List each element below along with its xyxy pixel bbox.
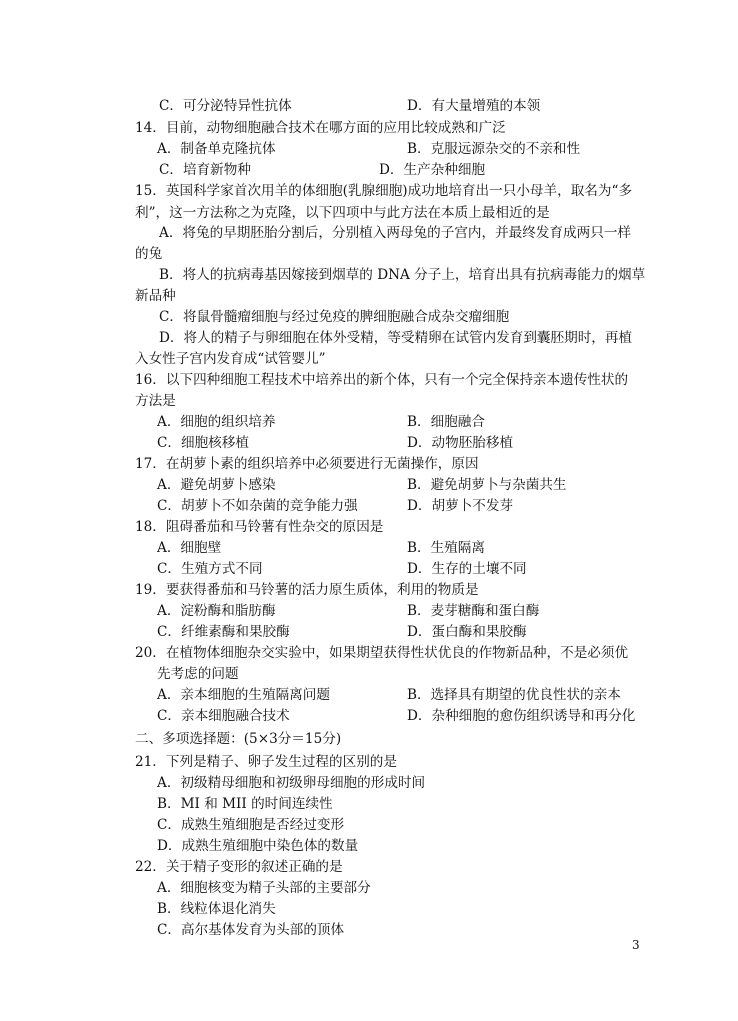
q14-option-b: B．克服远源杂交的不亲和性 bbox=[407, 141, 581, 157]
q20-option-b: B．选择具有期望的优良性状的亲本 bbox=[407, 687, 621, 703]
q16-stem-line1: 16．以下四种细胞工程技术中培养出的新个体，只有一个完全保持亲本遗传性状的 bbox=[135, 372, 629, 388]
q19-option-a: A．淀粉酶和脂肪酶 bbox=[157, 603, 276, 619]
q16-option-c: C．细胞核移植 bbox=[157, 435, 249, 451]
q15-stem-line2: 利”，这一方法称之为克隆，以下四项中与此方法在本质上最相近的是 bbox=[135, 205, 550, 221]
q21-option-d: D．成熟生殖细胞中染色体的数量 bbox=[157, 838, 359, 854]
q20-stem-line2: 先考虑的问题 bbox=[157, 666, 239, 682]
q16-option-b: B．细胞融合 bbox=[407, 414, 485, 430]
q15-stem-line1: 15．英国科学家首次用羊的体细胞(乳腺细胞)成功地培育出一只小母羊，取名为“多 bbox=[135, 183, 633, 199]
q19-option-d: D．蛋白酶和果胶酶 bbox=[407, 624, 527, 640]
q15-option-c: C．将鼠骨髓瘤细胞与经过免疫的脾细胞融合成杂交瘤细胞 bbox=[159, 309, 510, 325]
q22-stem: 22．关于精子变形的叙述正确的是 bbox=[135, 859, 343, 875]
q15-option-b-line1: B．将人的抗病毒基因嫁接到烟草的 DNA 分子上，培育出具有抗病毒能力的烟草 bbox=[159, 267, 646, 283]
q17-option-d: D．胡萝卜不发芽 bbox=[407, 498, 514, 514]
q15-option-d-line2: 入女性子宫内发育成“试管婴儿” bbox=[135, 351, 326, 367]
q22-option-c: C．高尔基体发育为头部的顶体 bbox=[157, 922, 345, 938]
q22-option-b: B．线粒体退化消失 bbox=[157, 901, 276, 917]
q14-stem: 14．目前，动物细胞融合技术在哪方面的应用比较成熟和广泛 bbox=[135, 120, 506, 136]
q13-option-c: C．可分泌特异性抗体 bbox=[159, 98, 292, 114]
q15-option-b-line2: 新品种 bbox=[135, 288, 176, 304]
q19-stem: 19．要获得番茄和马铃薯的活力原生质体，利用的物质是 bbox=[135, 582, 479, 598]
q17-option-c: C．胡萝卜不如杂菌的竞争能力强 bbox=[157, 498, 358, 514]
q22-option-a: A．细胞核变为精子头部的主要部分 bbox=[157, 880, 371, 896]
q16-option-a: A．细胞的组织培养 bbox=[157, 414, 276, 430]
page-number: 3 bbox=[632, 938, 640, 952]
q21-option-a: A．初级精母细胞和初级卵母细胞的形成时间 bbox=[157, 775, 426, 791]
section-heading-multiple-choice: 二、多项选择题：(5×3分＝15分) bbox=[135, 731, 342, 747]
q16-stem-line2: 方法是 bbox=[135, 393, 176, 409]
q20-option-a: A．亲本细胞的生殖隔离问题 bbox=[157, 687, 330, 703]
q21-option-b: B．MI 和 MII 的时间连续性 bbox=[157, 796, 333, 812]
q18-option-a: A．细胞壁 bbox=[157, 540, 222, 556]
q20-option-c: C．亲本细胞融合技术 bbox=[157, 708, 290, 724]
q14-option-c: C．培育新物种 bbox=[159, 162, 251, 178]
q15-option-a-line2: 的兔 bbox=[135, 246, 163, 262]
q18-stem: 18．阻碍番茄和马铃薯有性杂交的原因是 bbox=[135, 519, 384, 535]
q17-option-a: A．避免胡萝卜感染 bbox=[157, 477, 276, 493]
q18-option-c: C．生殖方式不同 bbox=[157, 561, 263, 577]
q21-option-c: C．成熟生殖细胞是否经过变形 bbox=[157, 817, 345, 833]
q13-option-d: D．有大量增殖的本领 bbox=[407, 98, 541, 114]
q21-stem: 21．下列是精子、卵子发生过程的区别的是 bbox=[135, 754, 397, 770]
q17-option-b: B．避免胡萝卜与杂菌共生 bbox=[407, 477, 567, 493]
q17-stem: 17．在胡萝卜素的组织培养中必须要进行无菌操作，原因 bbox=[135, 456, 479, 472]
q19-option-b: B．麦芽糖酶和蛋白酶 bbox=[407, 603, 540, 619]
q14-option-d: D．生产杂种细胞 bbox=[379, 162, 486, 178]
q18-option-d: D．生存的土壤不同 bbox=[407, 561, 527, 577]
q19-option-c: C．纤维素酶和果胶酶 bbox=[157, 624, 290, 640]
q20-option-d: D．杂种细胞的愈伤组织诱导和再分化 bbox=[407, 708, 636, 724]
q18-option-b: B．生殖隔离 bbox=[407, 540, 485, 556]
q15-option-d-line1: D．将人的精子与卵细胞在体外受精，等受精卵在试管内发育到囊胚期时，再植 bbox=[159, 330, 633, 346]
q16-option-d: D．动物胚胎移植 bbox=[407, 435, 514, 451]
q15-option-a-line1: A．将兔的早期胚胎分割后，分别植入两母兔的子宫内，并最终发育成两只一样 bbox=[159, 225, 632, 241]
q20-stem-line1: 20．在植物体细胞杂交实验中，如果期望获得性状优良的作物新品种，不是必须优 bbox=[135, 645, 629, 661]
q14-option-a: A．制备单克隆抗体 bbox=[157, 141, 276, 157]
